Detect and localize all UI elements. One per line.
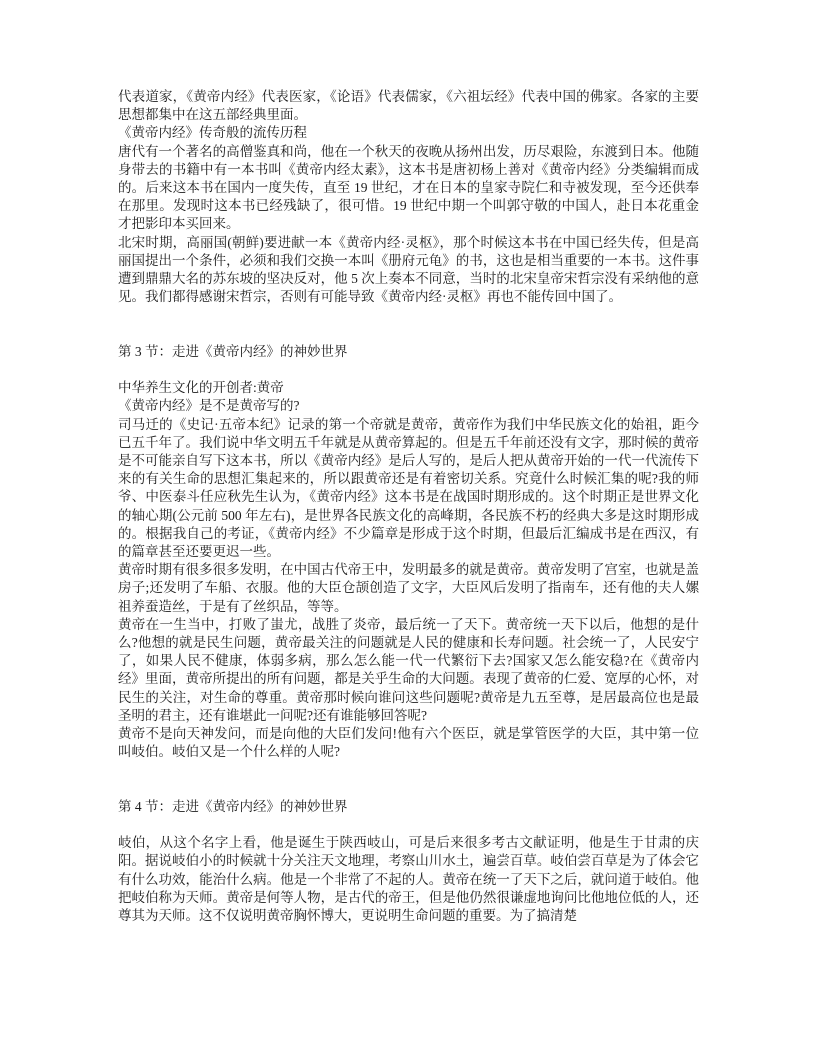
paragraph-northern-song-goryeo: 北宋时期，高丽国(朝鲜)要进献一本《黄帝内经·灵枢》，那个时候这本书在中国已经失传，但是高丽国提出一个条件，必须和我们交换一本叫《册府元龟》的书，这也是相当重要的一本书。这件事遭到鼎鼎大名的苏东坡的坚决反对，他 5 次上奏本不同意，当时的北宋皇帝宋哲宗没有采纳他的意见。我们都得感谢宋哲宗，否则有可能导致《黄帝内经·灵枢》再也不能传回中国了。	[118, 234, 699, 305]
paragraph-six-medical-ministers: 黄帝不是向天神发问，而是向他的大臣们发问!他有六个医臣，就是掌管医学的大臣，其中第一位叫岐伯。岐伯又是一个什么样的人呢?	[118, 726, 699, 760]
paragraph-sima-qian-origin: 司马迁的《史记·五帝本纪》记录的第一个帝就是黄帝，黄帝作为我们中华民族文化的始祖，距今已五千年了。我们说中华文明五千年就是从黄帝算起的。但是五千年前还没有文字，那时候的黄帝是不可能亲自写下这本书，所以《黄帝内经》是后人写的，是后人把从黄帝开始的一代一代流传下来的有关生命的思想汇集起来的，所以跟黄帝还是有着密切关系。究竟什么时候汇集的呢?我的师爷、中医泰斗任应秋先生认为，《黄帝内经》这本书是在战国时期形成的。这个时期正是世界文化的轴心期(公元前 500 年左右)，是世界各民族文化的高峰期，各民族不朽的经典大多是这时期形成的。根据我自己的考证，《黄帝内经》不少篇章是形成于这个时期，但最后汇编成书是在西汉，有的篇章甚至还要更迟一些。	[118, 416, 699, 560]
text-column	[118, 88, 699, 925]
paragraph-five-classics: 代表道家，《黄帝内经》代表医家，《论语》代表儒家，《六祖坛经》代表中国的佛家。各家的主要思想都集中在这五部经典里面。	[118, 89, 699, 123]
subheading-did-huangdi-write-it: 《黄帝内经》是不是黄帝写的?	[118, 398, 300, 414]
paragraph-unification-livelihood: 黄帝在一生当中，打败了蚩尤，战胜了炎帝，最后统一了天下。黄帝统一天下以后，他想的是什么?他想的就是民生问题，黄帝最关注的问题就是人民的健康和长寿问题。社会统一了，人民安宁了，如果人民不健康，体弱多病，那么怎么能一代一代繁衍下去?国家又怎么能安稳?在《黄帝内经》里面，黄帝所提出的所有问题，都是关乎生命的大问题。表现了黄帝的仁爱、宽厚的心怀，对民生的关注，对生命的尊重。黄帝那时候向谁问这些问题呢?黄帝是九五至尊，是居最高位也是最圣明的君主，还有谁堪此一问呢?还有谁能够回答呢?	[118, 616, 699, 723]
section-3-heading: 第 3 节：走进《黄帝内经》的神妙世界	[118, 343, 348, 359]
paragraph-jianzhen-japan: 唐代有一个著名的高僧鉴真和尚，他在一个秋天的夜晚从扬州出发，历尽艰险，东渡到日本。他随身带去的书籍中有一本书叫《黄帝内经太素》，这本书是唐初杨上善对《黄帝内经》分类编辑而成的。后来这本书在国内一度失传，直至 19 世纪，才在日本的皇家寺院仁和寺被发现，至今还供奉在那里。发现时这本书已经残缺了，很可惜。19 世纪中期一个叫郭守敬的中国人，赴日本花重金才把影印本买回来。	[118, 143, 699, 232]
paragraph-qibo-biography: 岐伯，从这个名字上看，他是诞生于陕西岐山，可是后来很多考古文献证明，他是生于甘肃的庆阳。据说岐伯小的时候就十分关注天文地理，考察山川水土，遍尝百草。岐伯尝百草是为了体会它有什么功效，能治什么病。他是一个非常了不起的人。黄帝在统一了天下之后，就问道于岐伯。他把岐伯称为天师。黄帝是何等人物，是古代的帝王，但是他仍然很谦虚地询问比他地位低的人，还尊其为天师。这不仅说明黄帝胸怀博大，更说明生命问题的重要。为了搞清楚	[118, 835, 699, 924]
paragraph-huangdi-inventions: 黄帝时期有很多很多发明，在中国古代帝王中，发明最多的就是黄帝。黄帝发明了宫室，也就是盖房子;还发明了车船、衣服。他的大臣仓颉创造了文字，大臣风后发明了指南车，还有他的夫人嫘祖养蚕造丝，于是有了丝织品，等等。	[118, 562, 699, 614]
section-4-heading: 第 4 节：走进《黄帝内经》的神妙世界	[118, 798, 348, 814]
subheading-huangdi-founder: 中华养生文化的开创者:黄帝	[118, 380, 284, 396]
subheading-legendary-transmission: 《黄帝内经》传奇般的流传历程	[118, 125, 307, 141]
